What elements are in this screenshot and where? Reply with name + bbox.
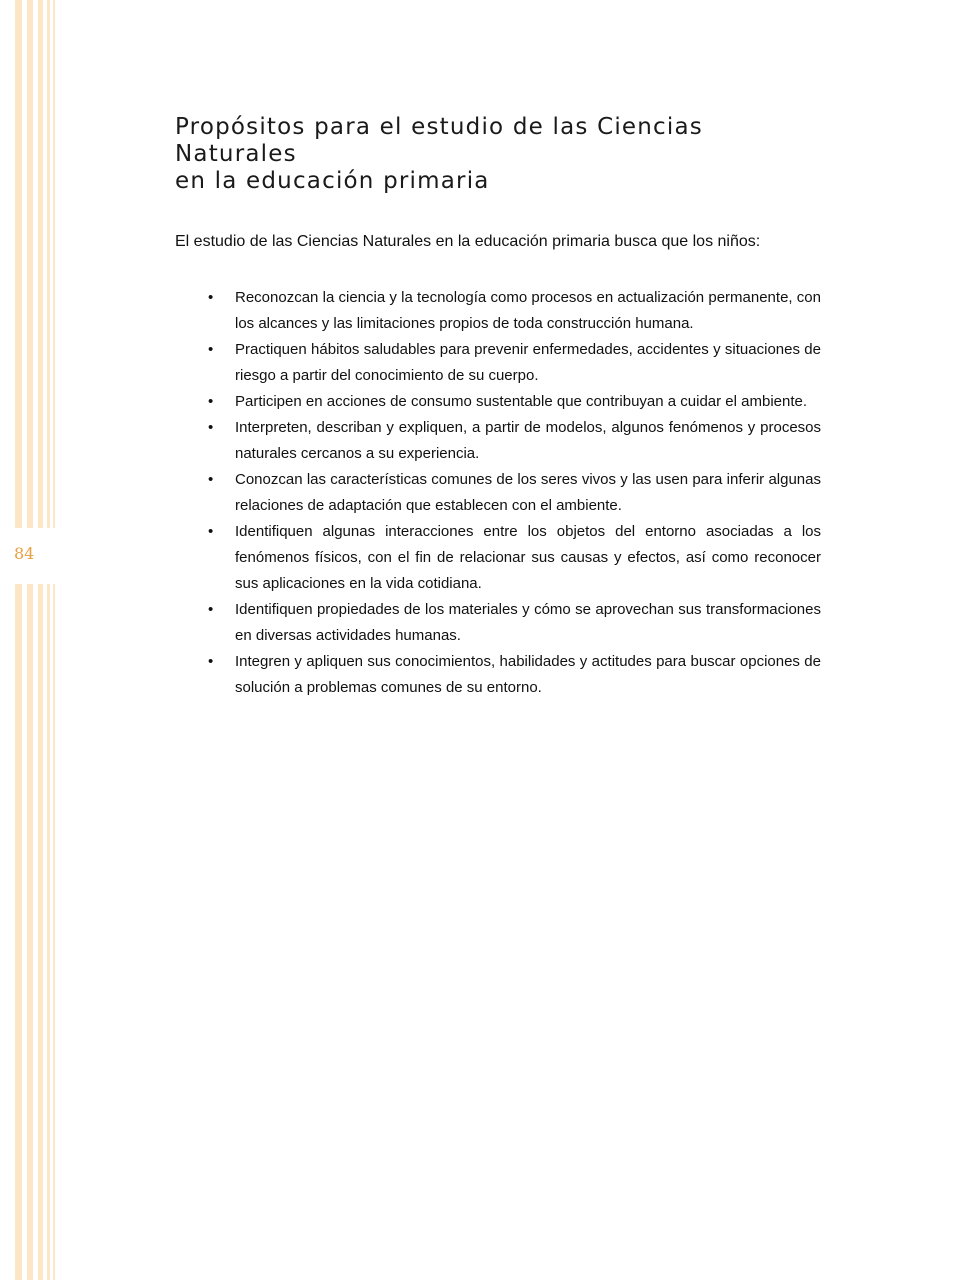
bullet-icon: • — [208, 601, 214, 618]
list-item — [208, 519, 821, 597]
list-item — [208, 285, 821, 337]
purposes-list — [175, 285, 821, 701]
list-item-text: Identifiquen algunas interacciones entre los objetos del entorno asociadas a los fenómenos físicos, con el fin de relacionar sus causas y efectos, así como reconocer sus aplicaciones en la vida cotidiana. — [235, 523, 821, 592]
bullet-icon: • — [208, 523, 214, 540]
margin-stripe — [15, 0, 22, 1280]
margin-stripe — [27, 0, 33, 1280]
list-item-text: Practiquen hábitos saludables para prevenir enfermedades, accidentes y situaciones de riesgo a partir del conocimiento de su cuerpo. — [235, 341, 821, 384]
list-item-text: Integren y apliquen sus conocimientos, habilidades y actitudes para buscar opciones de solución a problemas comunes de su entorno. — [235, 653, 821, 696]
page-content — [175, 114, 821, 701]
list-item-text: Reconozcan la ciencia y la tecnología como procesos en actualización permanente, con los alcances y las limitaciones propios de toda construcción humana. — [235, 289, 821, 332]
intro-paragraph: El estudio de las Ciencias Naturales en la educación primaria busca que los niños: — [175, 233, 761, 250]
list-item-text: Interpreten, describan y expliquen, a partir de modelos, algunos fenómenos y procesos naturales cercanos a su experiencia. — [235, 419, 821, 462]
margin-stripe — [38, 0, 43, 1280]
list-item-text: Conozcan las características comunes de los seres vivos y las usen para inferir algunas relaciones de adaptación que establecen con el ambiente. — [235, 471, 821, 514]
margin-stripe — [53, 0, 55, 1280]
bullet-icon: • — [208, 419, 214, 436]
list-item — [208, 467, 821, 519]
list-item — [208, 389, 821, 415]
margin-decoration — [0, 0, 60, 1280]
list-item — [208, 415, 821, 467]
margin-stripe — [47, 0, 50, 1280]
list-item — [208, 597, 821, 649]
page-title-line-1: Propósitos para el estudio de las Ciencias Naturales — [175, 114, 703, 167]
list-item-text: Identifiquen propiedades de los materiales y cómo se aprovechan sus transformaciones en diversas actividades humanas. — [235, 601, 821, 644]
bullet-icon: • — [208, 341, 214, 358]
list-item — [208, 649, 821, 701]
list-item — [208, 337, 821, 389]
bullet-icon: • — [208, 471, 214, 488]
bullet-icon: • — [208, 393, 214, 410]
page-title-line-2: en la educación primaria — [175, 168, 490, 194]
list-item-text: Participen en acciones de consumo sustentable que contribuyan a cuidar el ambiente. — [235, 393, 808, 410]
bullet-icon: • — [208, 653, 214, 670]
page-title — [175, 114, 821, 195]
bullet-icon: • — [208, 289, 214, 306]
page-number: 84 — [14, 544, 35, 563]
